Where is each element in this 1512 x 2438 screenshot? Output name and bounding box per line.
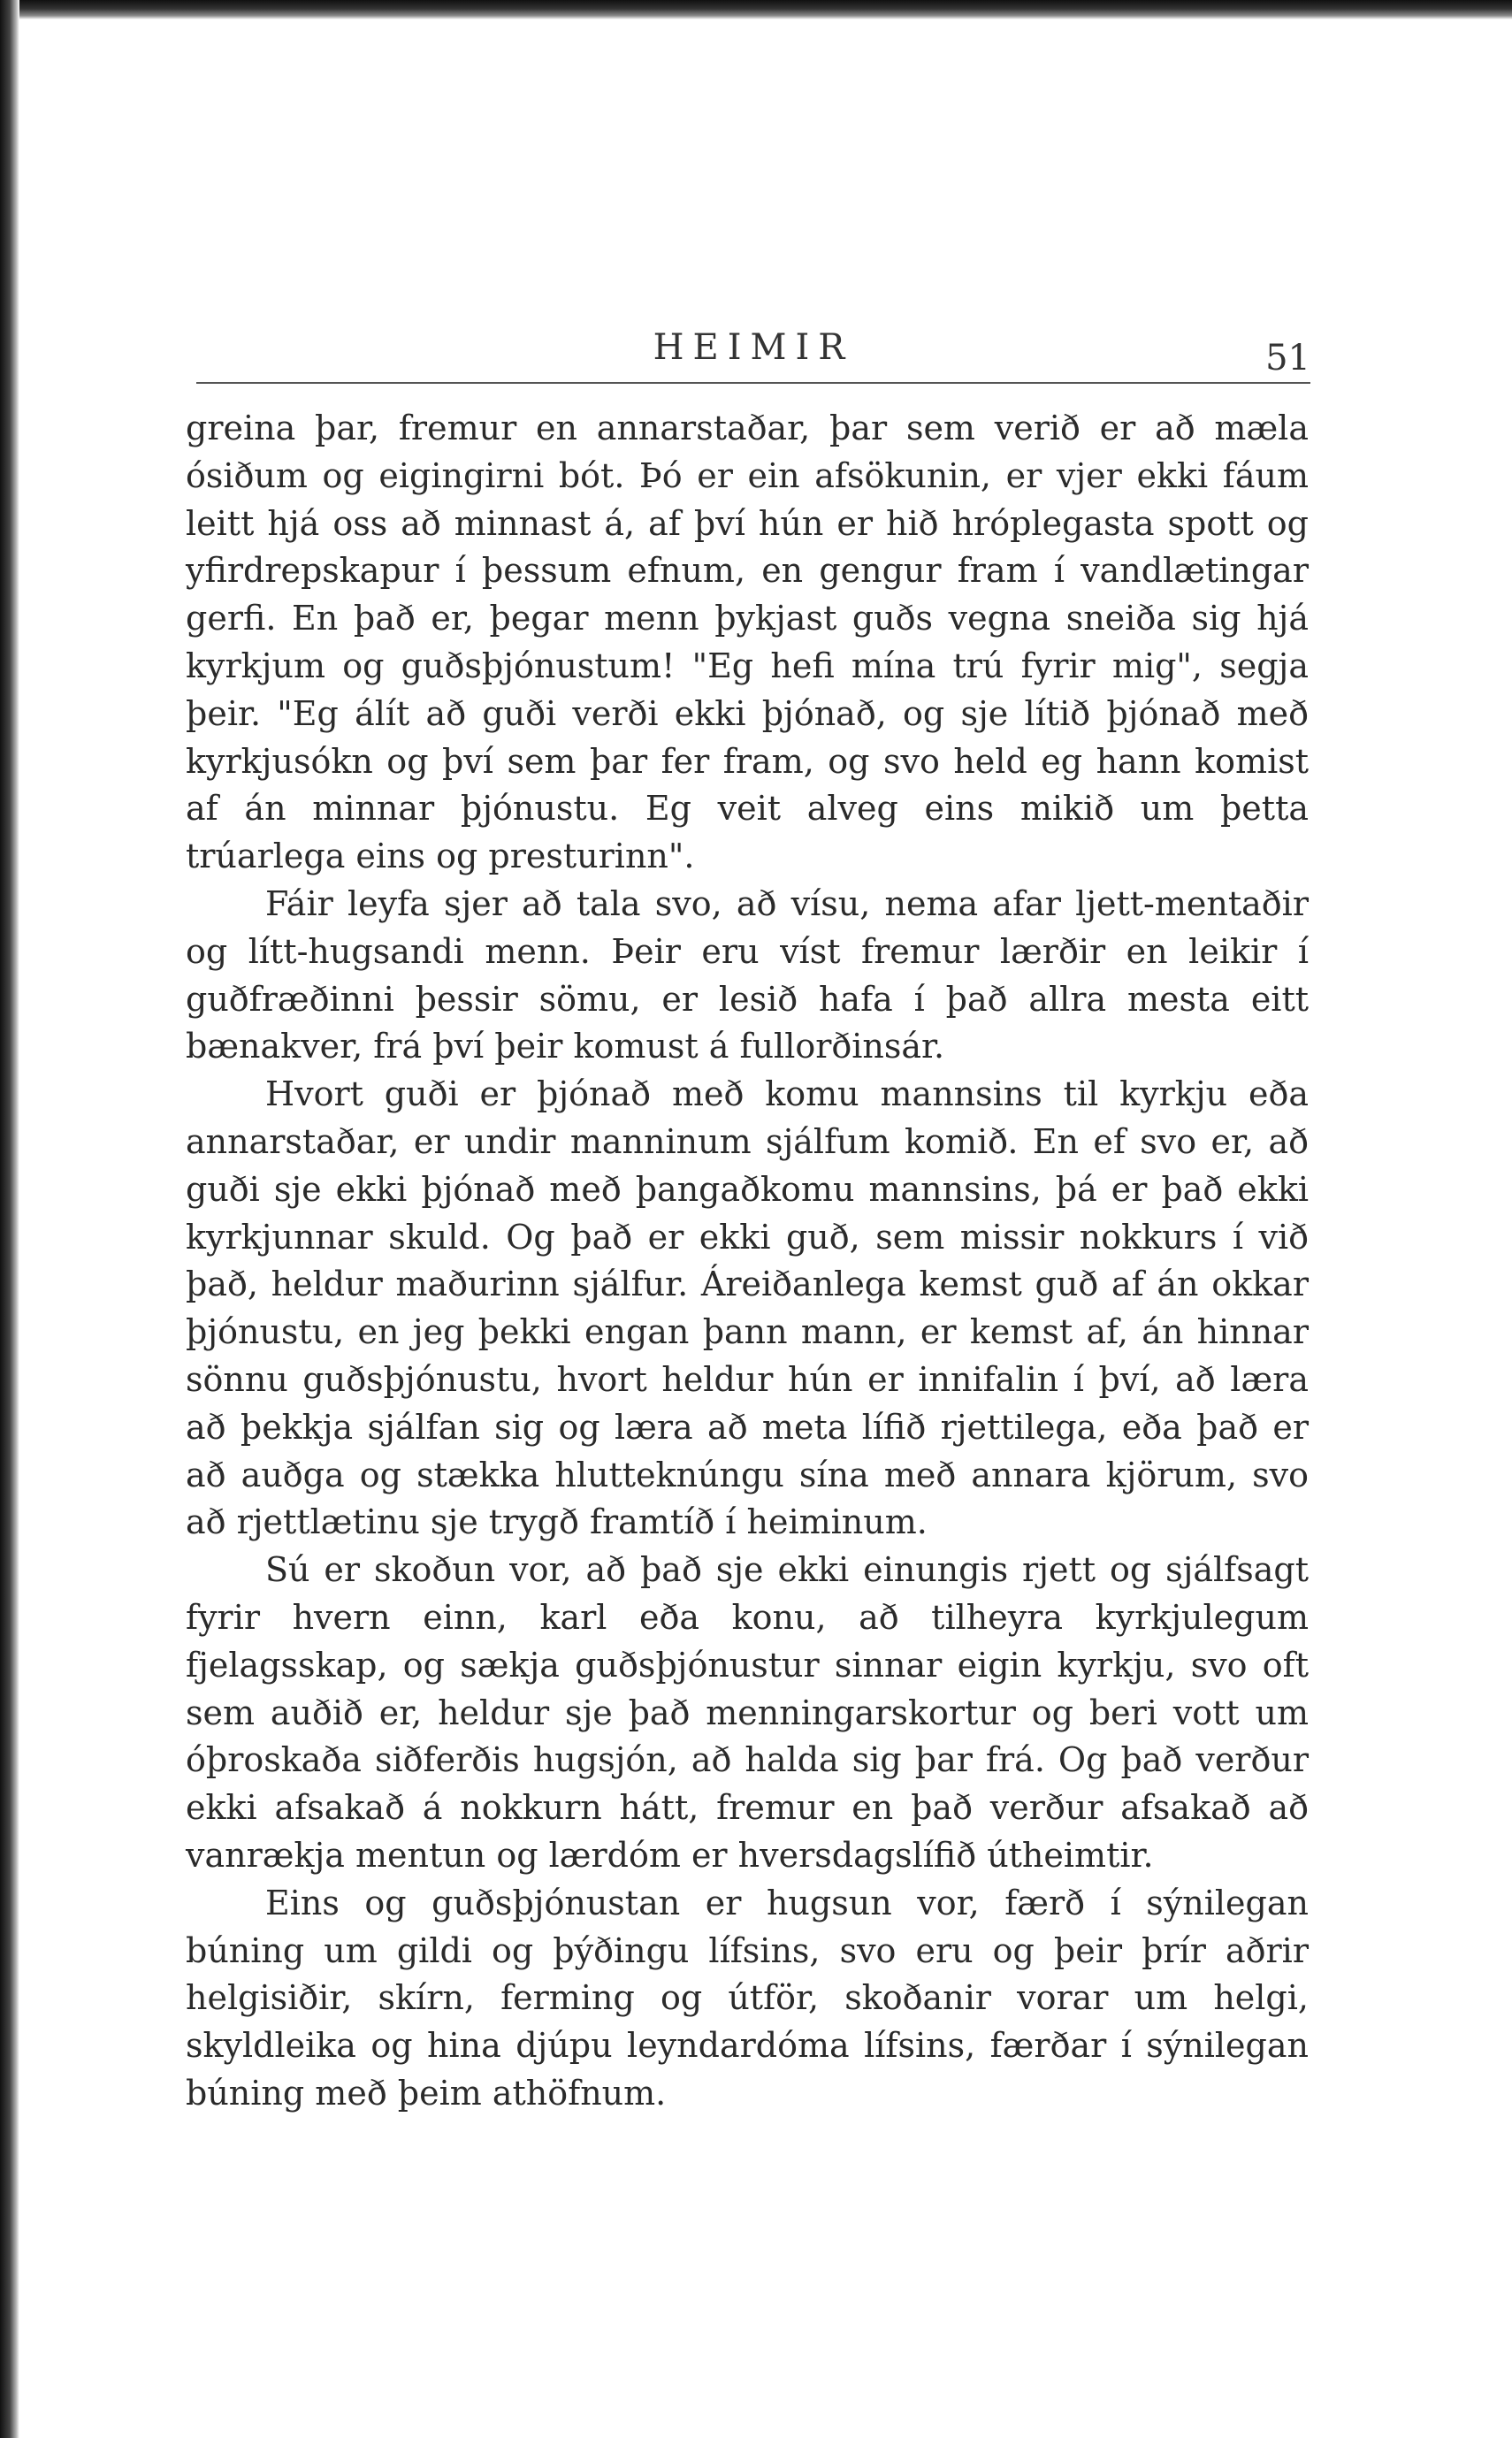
paragraph: Eins og guðsþjónustan er hugsun vor, færð í sýnilegan búning um gildi og þýðingu lífsins, svo eru og þeir þrír aðrir helgisiðir, skírn, ferming og útför, skoðanir vorar um helgi, skyldleika og hina djúpu leyndardóma lífsins, færðar í sýnilegan búning með þeim athöfnum. xyxy=(186,1883,1309,2113)
paragraph: Fáir leyfa sjer að tala svo, að vísu, nema afar ljett-mentaðir og lítt-hugsandi menn. Þeir eru víst fremur lærðir en leikir í guðfræðinni þessir sömu, er lesið hafa í það allra mesta eitt bænakver, frá því þeir komust á fullorðinsár. xyxy=(186,883,1309,1066)
body-text xyxy=(186,405,1309,2118)
page-header xyxy=(196,327,1310,380)
paragraph: Sú er skoðun vor, að það sje ekki einungis rjett og sjálfsagt fyrir hvern einn, karl eða konu, að tilheyra kyrkjulegum fjelagsskap, og sækja guðsþjónustur sinnar eigin kyrkju, svo oft sem auðið er, heldur sje það menningarskortur og beri vott um óþroskaða siðferðis hugsjón, að halda sig þar frá. Og það verður ekki afsakað á nokkurn hátt, fremur en það verður afsakað að vanrækja mentun og lærdóm er hversdagslífið útheimtir. xyxy=(186,1550,1309,1875)
paragraph: greina þar, fremur en annarstaðar, þar sem verið er að mæla ósiðum og eigingirni bót. Þó er ein afsökunin, er vjer ekki fáum leitt hjá oss að minnast á, af því hún er hið hróplegasta spott og yfirdrepskapur í þessum efnum, en gengur fram í vandlætingar gerfi. En það er, þegar menn þykjast guðs vegna sneiða sig hjá kyrkjum og guðsþjónustum! "Eg hefi mína trú fyrir mig", segja þeir. "Eg álít að guði verði ekki þjónað, og sje lítið þjónað með kyrkjusókn og því sem þar fer fram, og svo held eg hann komist af án minnar þjónustu. Eg veit alveg eins mikið um þetta trúarlega eins og presturinn". xyxy=(186,409,1309,876)
header-rule xyxy=(196,382,1310,384)
scan-top-border xyxy=(0,0,1512,19)
paragraph: Hvort guði er þjónað með komu mannsins til kyrkju eða annarstaðar, er undir manninum sjálfum komið. En ef svo er, að guði sje ekki þjónað með þangaðkomu mannsins, þá er það ekki kyrkjunnar skuld. Og það er ekki guð, sem missir nokkurs í við það, heldur maðurinn sjálfur. Áreiðanlega kemst guð af án okkar þjónustu, en jeg þekki engan þann mann, er kemst af, án hinnar sönnu guðsþjónustu, hvort heldur hún er innifalin í því, að læra að þekkja sjálfan sig og læra að meta lífið rjettilega, eða það er að auðga og stækka hlutteknúngu sína með annara kjörum, svo að rjettlætinu sje trygð framtíð í heiminum. xyxy=(186,1074,1309,1542)
page-number: 51 xyxy=(1265,338,1310,378)
running-title: HEIMIR xyxy=(653,327,854,368)
scan-left-border xyxy=(0,0,19,2438)
